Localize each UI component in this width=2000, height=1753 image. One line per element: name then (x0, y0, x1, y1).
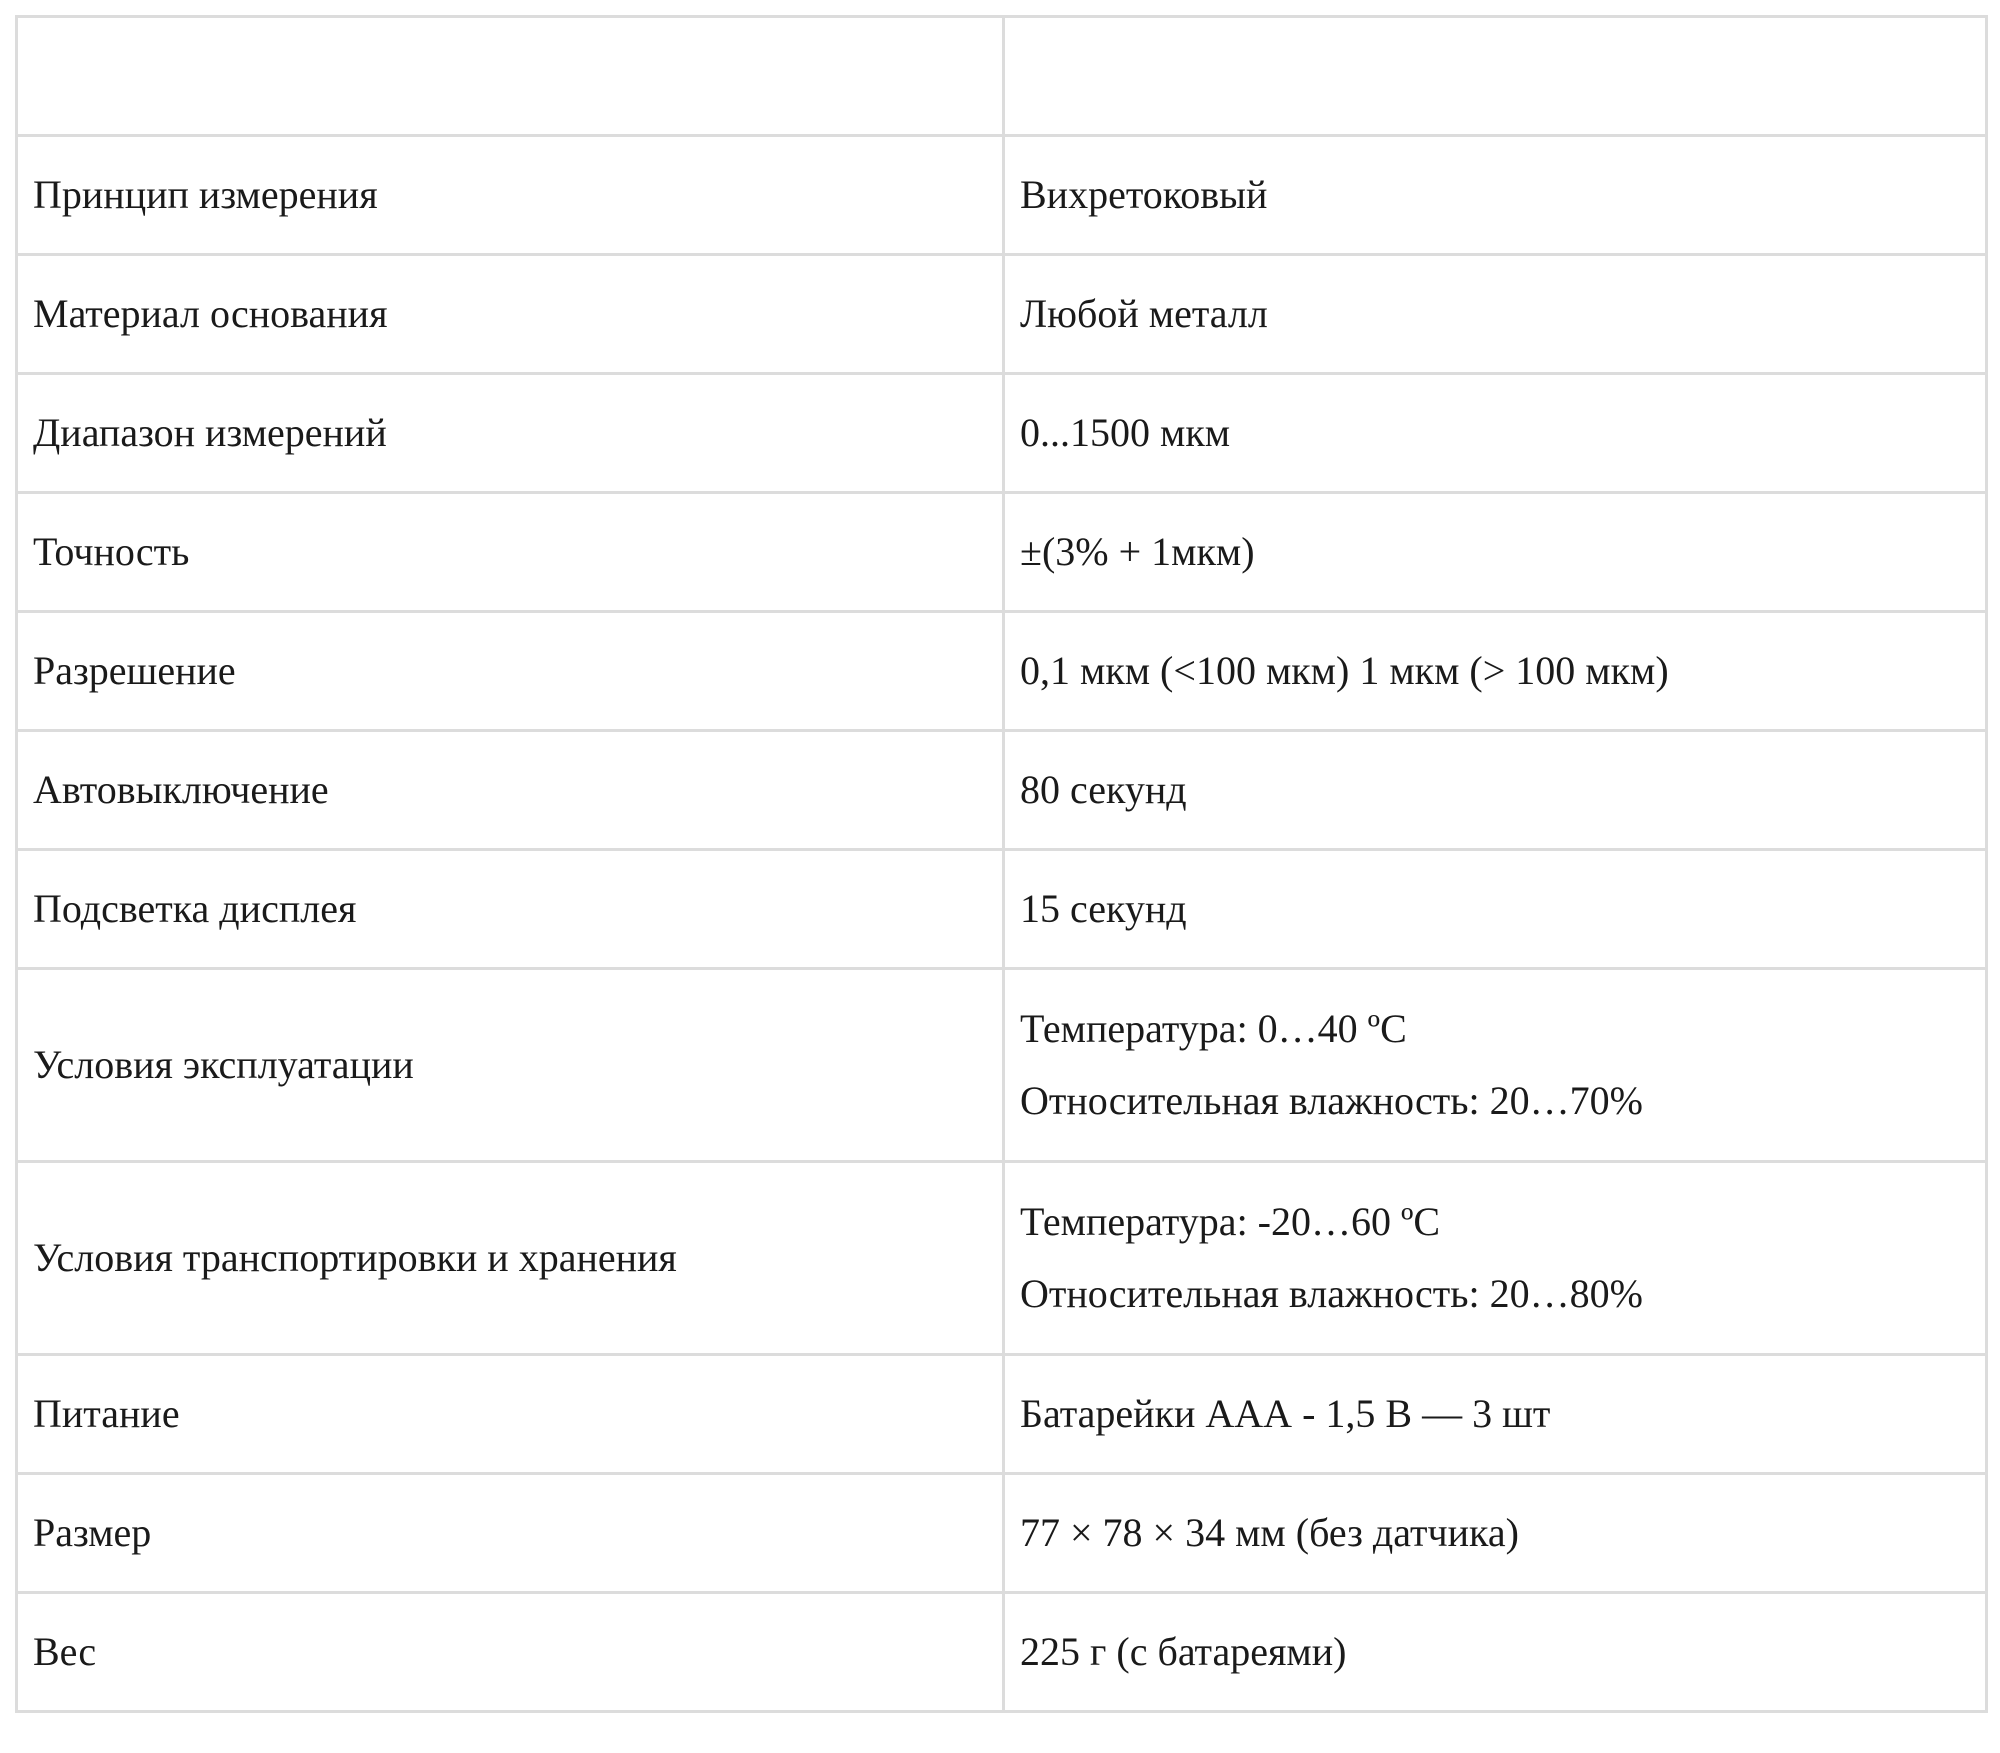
row-value-line: 225 г (с батареями) (1020, 1629, 1347, 1674)
row-value (1004, 1162, 1987, 1355)
row-value (1004, 1355, 1987, 1474)
table-row (17, 136, 1987, 255)
row-value-line: 80 секунд (1020, 767, 1187, 812)
table-row (17, 969, 1987, 1162)
row-value-line: 15 секунд (1020, 886, 1187, 931)
table-row (17, 731, 1987, 850)
row-label: Размер (17, 1474, 1004, 1593)
row-value (1004, 136, 1987, 255)
row-value-line: Батарейки ААА - 1,5 В — 3 шт (1020, 1391, 1551, 1436)
table-row (17, 612, 1987, 731)
row-value (1004, 731, 1987, 850)
row-value-line: ±(3% + 1мкм) (1020, 529, 1255, 574)
row-label: Принцип измерения (17, 136, 1004, 255)
table-row (17, 1474, 1987, 1593)
row-label: Условия транспортировки и хранения (17, 1162, 1004, 1355)
row-label: Разрешение (17, 612, 1004, 731)
header-cell-parameter (17, 17, 1004, 136)
row-label: Точность (17, 493, 1004, 612)
row-label: Материал основания (17, 255, 1004, 374)
row-value (1004, 612, 1987, 731)
row-value-line: Относительная влажность: 20…70% (1020, 1078, 1643, 1123)
table-row (17, 1593, 1987, 1712)
row-value-line: Температура: 0…40 ºС (1020, 1006, 1407, 1051)
row-value-line: Температура: -20…60 ºС (1020, 1199, 1441, 1244)
table-row (17, 1355, 1987, 1474)
row-value-line: 77 × 78 × 34 мм (без датчика) (1020, 1510, 1519, 1555)
row-label: Диапазон измерений (17, 374, 1004, 493)
row-label: Питание (17, 1355, 1004, 1474)
row-value (1004, 1593, 1987, 1712)
table-row (17, 493, 1987, 612)
row-value (1004, 255, 1987, 374)
table-row (17, 255, 1987, 374)
row-label: Вес (17, 1593, 1004, 1712)
row-value-line: Вихретоковый (1020, 172, 1268, 217)
row-value-line: Относительная влажность: 20…80% (1020, 1271, 1643, 1316)
row-value-line: 0,1 мкм (<100 мкм) 1 мкм (> 100 мкм) (1020, 648, 1669, 693)
table-row (17, 1162, 1987, 1355)
row-label: Условия эксплуатации (17, 969, 1004, 1162)
row-value (1004, 850, 1987, 969)
row-value-line: 0...1500 мкм (1020, 410, 1231, 455)
row-label: Подсветка дисплея (17, 850, 1004, 969)
table-row (17, 850, 1987, 969)
table-row (17, 374, 1987, 493)
row-value-line: Любой металл (1020, 291, 1268, 336)
row-value (1004, 1474, 1987, 1593)
row-value (1004, 493, 1987, 612)
table-header-row (17, 17, 1987, 136)
header-cell-value (1004, 17, 1987, 136)
row-value (1004, 969, 1987, 1162)
row-value (1004, 374, 1987, 493)
specifications-table (15, 15, 1988, 1713)
row-label: Автовыключение (17, 731, 1004, 850)
